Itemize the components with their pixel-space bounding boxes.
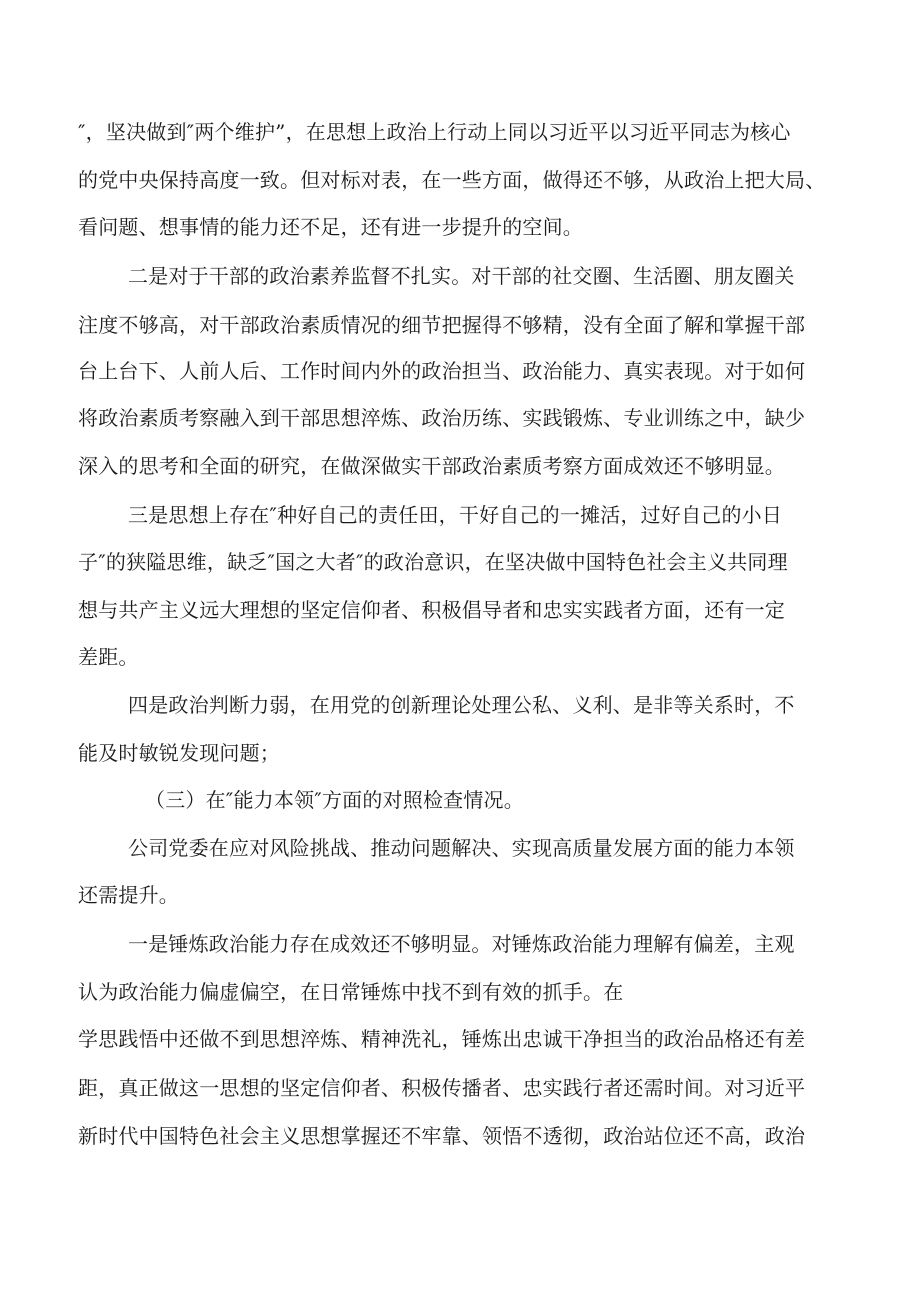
text-line: 二是对于干部的政治素养监督不扎实。对干部的社交圈、生活圈、朋友圈关: [128, 264, 795, 288]
text-line: 认为政治能力偏虚偏空，在日常锤炼中找不到有效的抓手。在: [78, 980, 624, 1004]
text-line: 三是思想上存在″种好自己的责任田，干好自己的一摊活，过好自己的小日: [128, 503, 783, 527]
section-heading: （三）在″能力本领″方面的对照检查情况。: [145, 788, 524, 812]
text-line: 深入的思考和全面的研究，在做深做实干部政治素质考察方面成效还不够明显。: [78, 454, 785, 478]
text-line: 看问题、想事情的能力还不足，还有进一步提升的空间。: [78, 215, 583, 239]
text-line: 新时代中国特色社会主义思想掌握还不牢靠、领悟不透彻，政治站位还不高，政治: [78, 1124, 806, 1148]
text-line: ″，坚决做到″两个维护”，在思想上政治上行动上同以习近平以习近平同志为核心: [78, 120, 791, 144]
text-line: 能及时敏锐发现问题；: [78, 741, 280, 765]
text-line: 台上台下、人前人后、工作时间内外的政治担当、政治能力、真实表现。对于如何: [78, 359, 806, 383]
text-line: 还需提升。: [78, 883, 179, 907]
text-line: 注度不够高，对干部政治素质情况的细节把握得不够精，没有全面了解和掌握干部: [78, 313, 806, 337]
text-line: 将政治素质考察融入到干部思想淬炼、政治历练、实践锻炼、专业训练之中，缺少: [78, 406, 806, 430]
text-line: 一是锤炼政治能力存在成效还不够明显。对锤炼政治能力理解有偏差，主观: [128, 932, 795, 956]
text-line: 的党中央保持高度一致。但对标对表，在一些方面，做得还不够，从政治上把大局、: [78, 168, 826, 192]
text-line: 想与共产主义远大理想的坚定信仰者、积极倡导者和忠实实践者方面，还有一定: [78, 598, 785, 622]
text-line: 距，真正做这一思想的坚定信仰者、积极传播者、忠实践行者还需时间。对习近平: [78, 1076, 806, 1100]
text-line: 差距。: [78, 645, 139, 669]
text-line: 子″的狭隘思维，缺乏″国之大者″的政治意识，在坚决做中国特色社会主义共同理: [78, 550, 788, 574]
text-line: 学思践悟中还做不到思想淬炼、精神洗礼，锤炼出忠诚干净担当的政治品格还有差: [78, 1027, 806, 1051]
text-line: 公司党委在应对风险挑战、推动问题解决、实现高质量发展方面的能力本领: [128, 836, 795, 860]
text-line: 四是政治判断力弱，在用党的创新理论处理公私、义利、是非等关系时，不: [128, 693, 795, 717]
